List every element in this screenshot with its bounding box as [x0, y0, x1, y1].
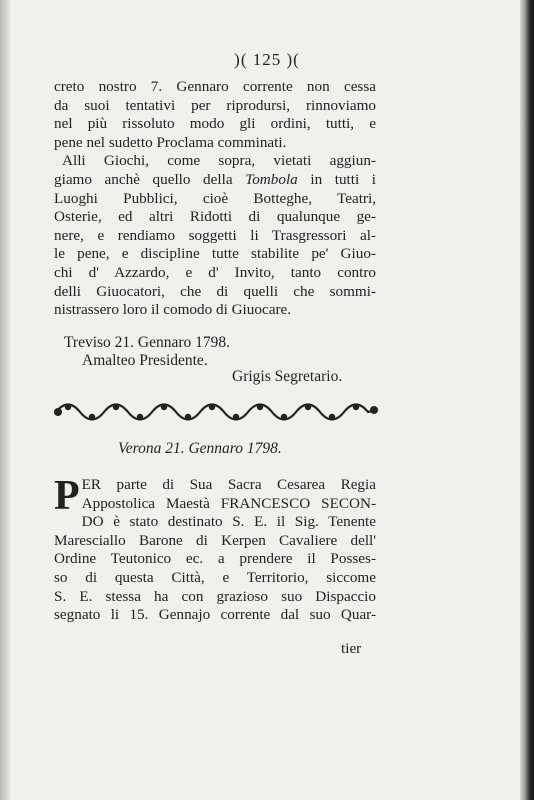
- signature-president: Amalteo Presidente.: [82, 352, 208, 369]
- text-line: Alli Giochi, come sopra, vietati aggiun-: [62, 152, 376, 170]
- dateline: Verona 21. Gennaro 1798.: [118, 440, 282, 457]
- text-span: in tutti i: [310, 170, 376, 188]
- text-line-with-italic: [54, 171, 376, 190]
- text-line: nistrassero loro il comodo di Giuocare.: [54, 301, 292, 319]
- text-line: delli Giuocatori, che di quelli che sommi-: [54, 282, 376, 300]
- drop-cap: P: [54, 473, 80, 519]
- page-right-edge: [520, 0, 534, 800]
- text-line: Appostolica Maestà FRANCESCO SECON-: [81, 494, 376, 512]
- text-line: da suoi tentativi per riprodursi, rinnoviamo: [54, 96, 376, 114]
- page-left-edge: [0, 0, 10, 800]
- text-line: nel più rissoluto modo gli ordini, tutti, e: [54, 115, 376, 133]
- text-line: Maresciallo Barone di Kerpen Cavaliere dell': [54, 531, 376, 549]
- text-line: nere, e rendiamo soggetti li Trasgressori al-: [54, 226, 376, 244]
- text-line: le pene, e discipline tutte stabilite pe' Giuo-: [54, 245, 376, 263]
- text-line: Osterie, ed altri Ridotti di qualunque ge-: [54, 208, 376, 226]
- page-number: )( 125 )(: [234, 50, 300, 69]
- text-span: giamo anchè quello della: [54, 170, 233, 188]
- text-line: so di questa Città, e Territorio, siccome: [54, 568, 376, 586]
- text-line: segnato li 15. Gennajo corrente dal suo Quar-: [54, 606, 376, 624]
- paragraph-proclamation: [54, 473, 376, 625]
- text-line: Luoghi Pubblici, cioè Botteghe, Teatri,: [54, 189, 376, 207]
- catchword: tier: [341, 640, 362, 657]
- text-line: DO è stato destinato S. E. il Sig. Tenente: [81, 513, 376, 531]
- signature-secretary: Grigis Segretario.: [232, 368, 343, 385]
- text-line: Ordine Teutonico ec. a prendere il Posses-: [54, 550, 376, 568]
- place-date: Treviso 21. Gennaro 1798.: [64, 334, 231, 351]
- italic-word-tombola: Tombola: [245, 170, 298, 188]
- text-line: chi d' Azzardo, e d' Invito, tanto contro: [54, 263, 376, 281]
- text-span: ER parte di Sua Sacra Cesarea Regia: [81, 476, 376, 493]
- text-line: S. E. stessa ha con grazioso suo Dispaccio: [54, 587, 376, 605]
- floral-ornament-divider: [52, 398, 380, 422]
- paragraph-decree-continuation: [54, 78, 376, 320]
- text-line: creto nostro 7. Gennaro corrente non cessa: [54, 78, 376, 95]
- text-line: pene nel sudetto Proclama comminati.: [54, 133, 287, 151]
